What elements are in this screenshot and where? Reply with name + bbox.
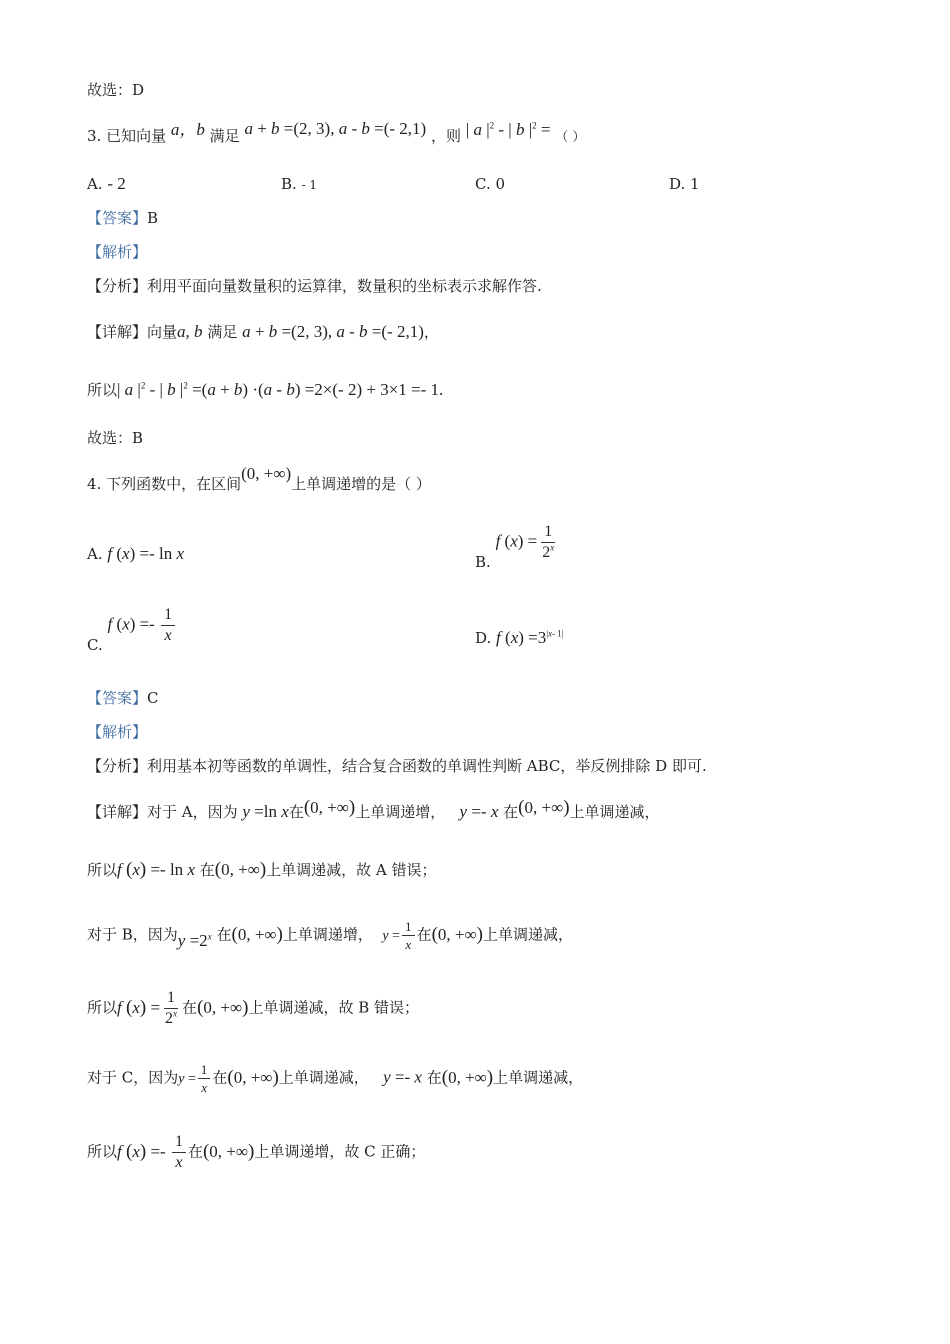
q4-answer: 【答案】C xyxy=(87,689,159,707)
prev-result: 故选：D xyxy=(87,81,145,99)
q3-option-c: C. 0 xyxy=(475,175,506,193)
q3-analysis-tag: 【解析】 xyxy=(87,243,148,261)
q3-detail-1: 【详解】向量a, b 满足 a + b =(2, 3), a - b =(- 2,1)， xyxy=(87,322,439,341)
q3-result: 故选：B xyxy=(87,429,144,447)
q4-analysis-tag: 【解析】 xyxy=(87,723,148,741)
q4-option-b: B. f (x) = $\frac{1}{2^x}$ xyxy=(475,523,555,571)
q3-satisfy: 满足 xyxy=(209,127,240,145)
q3-expression: | a $|^2$ - | b $|^2$ = xyxy=(465,120,551,139)
q4-detail-c1: 对于 C，因为y = $\frac{1}{x}$ 在(0, +∞)上单调递减， y =- x 在(0, +∞)上单调递减， xyxy=(87,1062,584,1095)
q4-interval: (0, +∞) xyxy=(241,464,292,483)
q4-option-d: D. f $(x) =3^{|x- 1|}$ xyxy=(475,628,564,647)
q3-option-d: D. 1 xyxy=(669,175,700,193)
q3-number: 3. 已知向量 xyxy=(87,127,167,145)
q3-condition: a + b =(2, 3), a - b =(- 2,1) xyxy=(244,119,427,138)
q4-option-a: A. f (x) =- ln x xyxy=(87,544,185,563)
q3-then: ，则 xyxy=(431,127,462,145)
q4-detail-b1: 对于 B，因为$y =2^x$ 在(0, +∞)上单调递增， y = $\frac{1}{x}$ 在(0, +∞)上单调递减， xyxy=(87,919,573,952)
q4-detail-c2: 所以f (x) =- $\frac{1}{x}$ 在(0, +∞)上单调递增，故 C 正确； xyxy=(87,1133,426,1171)
q4-detail-b2: 所以f (x) = $\frac{1}{2^x}$ 在(0, +∞)上单调递减，故 B 错误； xyxy=(87,989,419,1027)
q3-fenxi: 【分析】利用平面向量数量积的运算律，数量积的坐标表示求解作答. xyxy=(87,277,542,295)
q4-option-c: C. f (x) =- $\frac{1}{x}$ xyxy=(87,607,177,644)
q3-stem xyxy=(87,119,586,148)
q3-option-b: B. - 1 xyxy=(281,175,318,193)
q4-fenxi: 【分析】利用基本初等函数的单调性，结合复合函数的单调性判断 ABC，举反例排除 D 即可. xyxy=(87,757,707,775)
q3-vars: a，b xyxy=(170,120,205,139)
q4-detail-a2: 所以f (x) =- ln x 在(0, +∞)上单调递减，故 A 错误； xyxy=(87,859,437,880)
q3-paren: （ ） xyxy=(555,130,586,145)
q3-option-a: A. - 2 xyxy=(87,174,126,193)
q3-answer: 【答案】B xyxy=(87,209,159,227)
q4-stem: 4. 下列函数中，在区间(0, +∞)上单调递增的是（ ） xyxy=(87,464,431,493)
q3-detail-2: 所以| a $|^2$ - | b $|^2 =(a + b) \cdot(a - b) =2\times(-$ 2) + 3×1 =- 1. xyxy=(87,380,444,399)
q4-detail-a1: 【详解】对于 A，因为 y =ln x在(0, +∞)上单调递增， y =- x 在(0, +∞)上单调递减， xyxy=(87,797,660,821)
